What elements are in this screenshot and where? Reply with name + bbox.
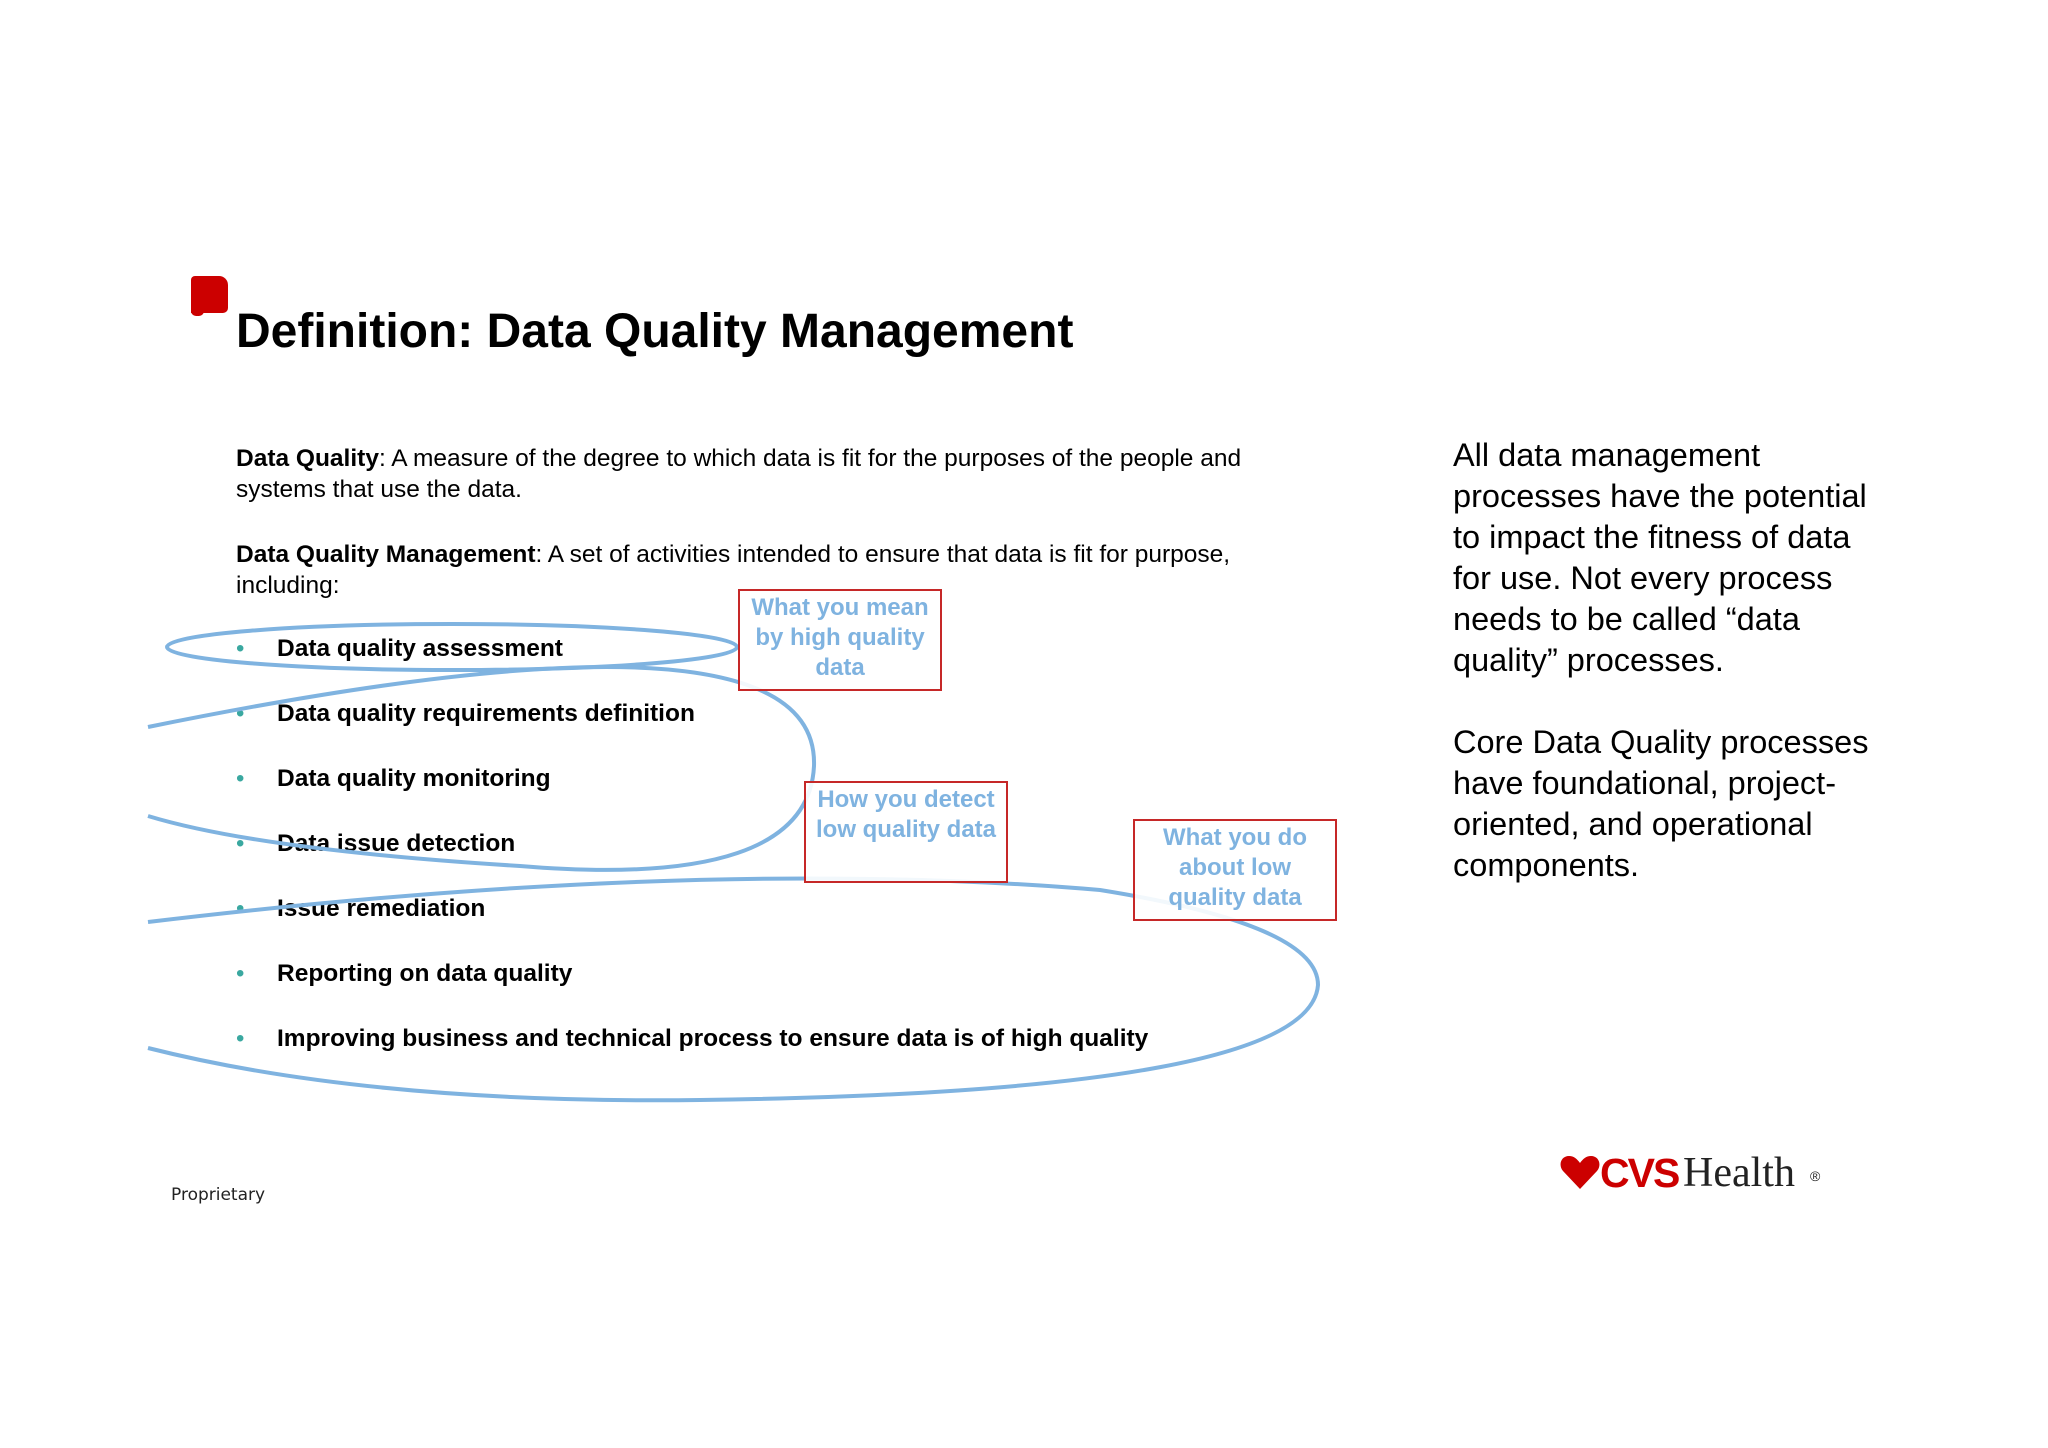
callout-high-quality <box>738 589 942 691</box>
heart-icon <box>1560 1154 1600 1190</box>
callout-remediate-low-quality <box>1133 819 1337 921</box>
list-item-label: Data issue detection <box>277 830 516 857</box>
list-item-label: Improving business and technical process to ensure data is of high quality <box>277 1025 1149 1052</box>
side-paragraph: Core Data Quality processes have foundational, project-oriented, and operational components. <box>1453 724 1869 883</box>
callout-line: How you detect <box>817 786 995 813</box>
bullet-dot-icon: • <box>236 895 245 922</box>
definition-term: Data Quality <box>236 445 379 472</box>
callout-line: What you mean <box>751 594 929 621</box>
definition-text: : A measure of the degree to which data is fit for the purposes of the people and systems that use the data. <box>236 445 1242 503</box>
callout-line: data <box>815 654 865 681</box>
callout-line: about low <box>1179 854 1291 881</box>
bullet-dot-icon: • <box>236 765 245 792</box>
bullet-dot-icon: • <box>236 635 245 662</box>
logo-brand: CVS <box>1600 1150 1679 1196</box>
side-paragraph: All data management processes have the potential to impact the fitness of data for use. Not every process needs to be called “data quality” processes. <box>1453 437 1867 678</box>
list-item-label: Data quality assessment <box>277 635 563 662</box>
callout-detect-low-quality <box>804 781 1008 883</box>
logo-registered-mark: ® <box>1810 1168 1821 1184</box>
bullet-dot-icon: • <box>236 830 245 857</box>
callout-line: by high quality <box>755 624 925 651</box>
definition-data-quality <box>236 443 1336 505</box>
definition-term: Data Quality Management <box>236 541 536 568</box>
callout-line: What you do <box>1163 824 1307 851</box>
list-item-label: Issue remediation <box>277 895 486 922</box>
side-commentary <box>1453 435 1873 886</box>
definition-text: : A set of activities intended to ensure that data is fit for purpose, including: <box>236 541 1231 599</box>
list-item-label: Data quality monitoring <box>277 765 551 792</box>
bullet-dot-icon: • <box>236 960 245 987</box>
list-item-label: Reporting on data quality <box>277 960 573 987</box>
callout-line: low quality data <box>815 816 997 843</box>
logo-suffix: Health <box>1683 1150 1795 1196</box>
bullet-dot-icon: • <box>236 700 245 727</box>
slide-title: Definition: Data Quality Management <box>236 305 1074 358</box>
footer-label: Proprietary <box>171 1185 266 1205</box>
paragraph-gap <box>1453 681 1873 722</box>
callout-line: quality data <box>1168 884 1302 911</box>
bullet-dot-icon: • <box>236 1025 245 1052</box>
list-item-label: Data quality requirements definition <box>277 700 695 727</box>
corner-brand-mark <box>191 276 228 313</box>
